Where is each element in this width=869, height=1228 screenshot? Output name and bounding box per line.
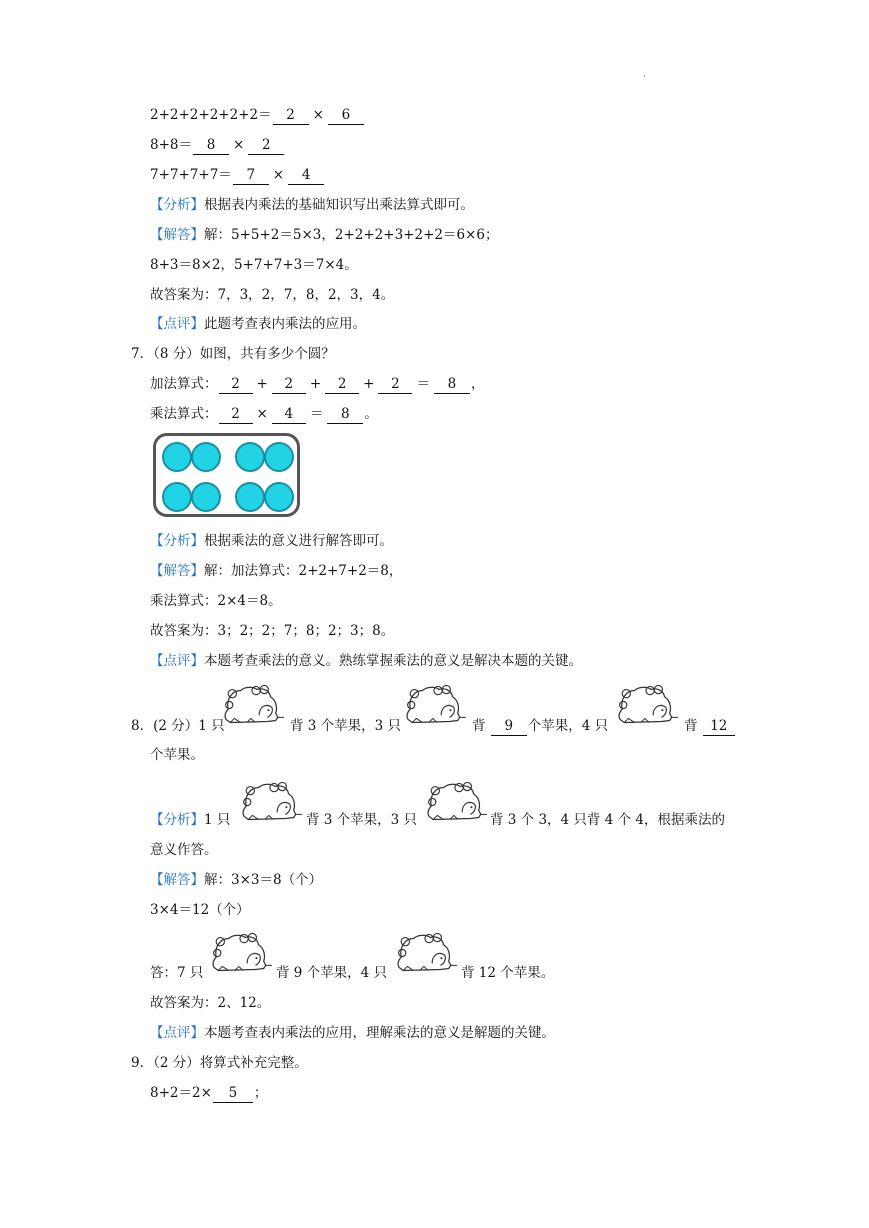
equation-line-3: 7+7+7+7＝ 7 × 4 [150, 165, 325, 185]
answer-blank: 2 [248, 137, 284, 155]
answer-blank: 8 [327, 406, 363, 424]
answer-blank: 8 [434, 376, 470, 394]
equation-line-1: 2+2+2+2+2+2＝ 2 × 6 [150, 105, 365, 125]
answer-blank: 6 [328, 107, 364, 125]
equation-line-2: 8+8＝ 8 × 2 [150, 135, 285, 155]
circle [162, 482, 192, 512]
circle [264, 442, 294, 472]
answer-blank: 4 [272, 406, 306, 424]
circle [264, 482, 294, 512]
q8-result-part-1: 答：7 只 [150, 965, 204, 981]
answer-blank: 2 [219, 406, 253, 424]
answer-blank: 4 [288, 167, 324, 185]
q8-analysis: 【分析】1 只 [150, 812, 231, 828]
answer-blank: 9 [491, 718, 527, 736]
top-dot: · [643, 72, 646, 82]
circle [235, 442, 265, 472]
q8-question-end: 个苹果。 [150, 747, 204, 763]
q8-question-part-3: 背 9 个苹果，4 只 [472, 718, 609, 734]
q7-final-answer: 故答案为：3；2；2；7；8；2；3；8。 [150, 623, 395, 639]
q9-heading: 9．（2 分）将算式补充完整。 [131, 1055, 308, 1071]
q8-question-part-4: 背 12 [684, 716, 736, 736]
answer-blank: 12 [703, 718, 735, 736]
q8-result-part-3: 背 12 个苹果。 [461, 965, 555, 981]
q8-analysis-part-3: 背 3 个 3，4 只背 4 个 4，根据乘法的 [490, 812, 725, 828]
hedgehog-icon [404, 684, 468, 726]
q6-comment: 【点评】此题考查表内乘法的应用。 [150, 316, 366, 332]
answer-blank: 2 [325, 376, 359, 394]
hedgehog-icon [240, 778, 304, 826]
circle [162, 442, 192, 472]
q7-heading: 7．（8 分）如图，共有多少个圆？ [131, 346, 335, 362]
q9-equation: 8+2＝2× 5 ； [150, 1085, 268, 1101]
q6-answer-line-2: 8+3＝8×2，5+7+7+3＝7×4。 [150, 257, 358, 273]
q8-answer: 【解答】解：3×3＝8（个） [150, 872, 323, 888]
hedgehog-icon [425, 778, 489, 826]
q6-answer: 【解答】解：5+5+2＝5×3，2+2+2+3+2+2＝6×6； [150, 227, 499, 243]
q7-comment: 【点评】本题考查乘法的意义。熟练掌握乘法的意义是解决本题的关键。 [150, 653, 582, 669]
hedgehog-icon [395, 930, 459, 976]
answer-blank: 5 [213, 1085, 253, 1103]
q8-comment: 【点评】本题考查表内乘法的应用，理解乘法的意义是解题的关键。 [150, 1025, 555, 1041]
q6-analysis: 【分析】根据表内乘法的基础知识写出乘法算式即可。 [150, 197, 474, 213]
circle [191, 442, 221, 472]
answer-blank: 2 [273, 107, 309, 125]
answer-blank: 8 [193, 137, 229, 155]
hedgehog-icon [210, 930, 274, 976]
q7-multiplication-line: 乘法算式： 2 × 4 ＝ 8 。 [150, 406, 378, 422]
circle [235, 482, 265, 512]
q8-final-answer: 故答案为：2、12。 [150, 995, 271, 1011]
q8-question-part-2: 背 3 个苹果，3 只 [290, 718, 402, 734]
q8-result-part-2: 背 9 个苹果，4 只 [276, 965, 388, 981]
q7-answer: 【解答】解：加法算式：2+2+7+2＝8， [150, 563, 403, 579]
q6-final-answer: 故答案为：7，3，2，7，8，2，3，4。 [150, 287, 395, 303]
q7-answer-line-2: 乘法算式：2×4＝8。 [150, 593, 282, 609]
q8-analysis-end: 意义作答。 [150, 842, 218, 858]
circle [191, 482, 221, 512]
circles-figure [153, 433, 300, 517]
hedgehog-icon [222, 684, 286, 726]
hedgehog-icon [616, 684, 680, 726]
q8-question-part-1: 8．(2 分）1 只 [131, 718, 225, 734]
answer-blank: 2 [219, 376, 253, 394]
q7-analysis: 【分析】根据乘法的意义进行解答即可。 [150, 533, 393, 549]
answer-blank: 7 [233, 167, 269, 185]
q7-addition-line: 加法算式： 2 + 2 + 2 + 2 ＝ 8 ， [150, 376, 485, 392]
q8-answer-line-2: 3×4＝12（个） [150, 902, 250, 918]
answer-blank: 2 [378, 376, 412, 394]
answer-blank: 2 [272, 376, 306, 394]
q8-analysis-part-2: 背 3 个苹果，3 只 [306, 812, 418, 828]
